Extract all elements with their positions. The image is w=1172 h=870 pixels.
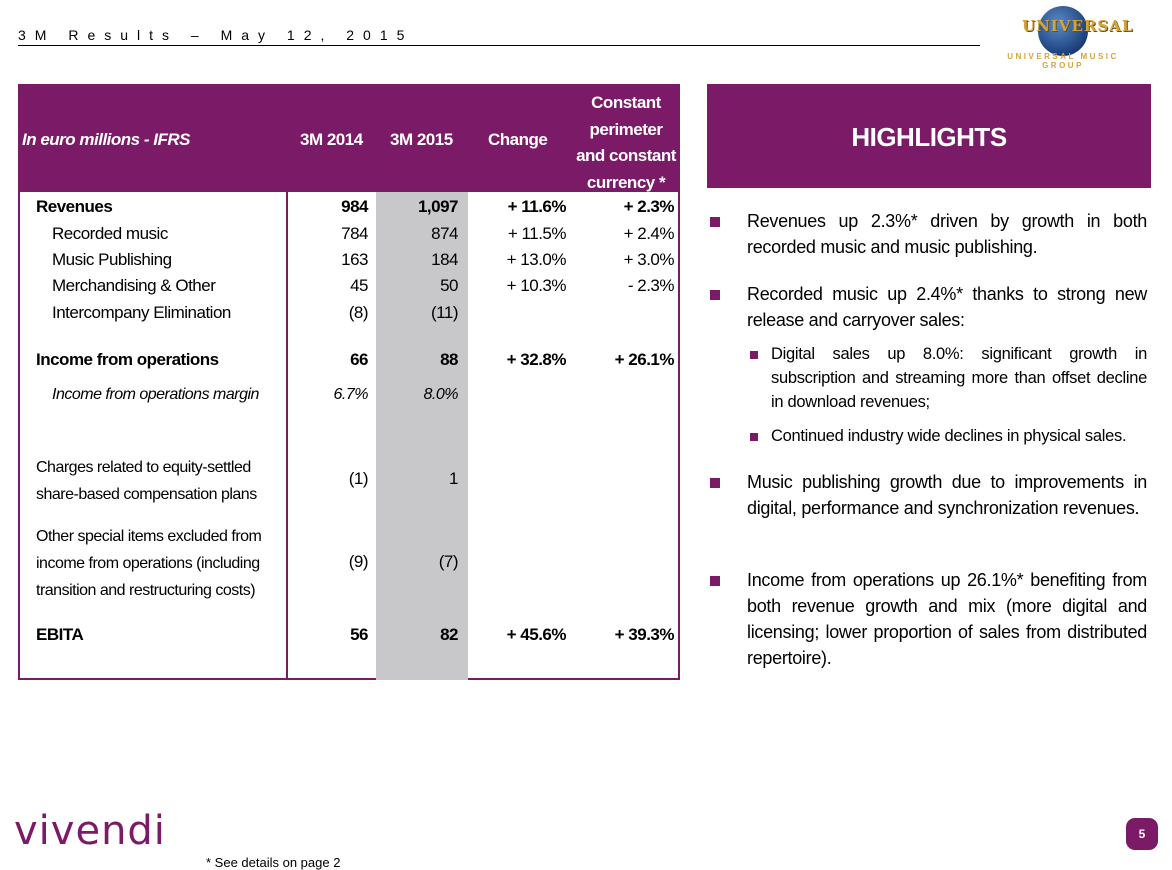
table-row (20, 197, 678, 223)
header-rule (18, 45, 980, 46)
bullet-text: Revenues up 2.3%* driven by growth in both recorded music and music publishing. (747, 211, 1147, 257)
header-title: 3M Results – May 12, 2015 (18, 27, 414, 43)
bullet-text: Digital sales up 8.0%: significant growth in subscription and streaming more than offset decline in download revenues; (771, 345, 1147, 411)
highlights-title: HIGHLIGHTS (851, 122, 1007, 152)
footnote: * See details on page 2 (206, 855, 341, 870)
header-label: In euro millions - IFRS (22, 130, 190, 149)
cell-3m2015: 874 (431, 224, 458, 243)
row-label: Recorded music (52, 224, 168, 243)
bullet-square-icon (710, 478, 720, 488)
cell-3m2014: (1) (348, 469, 368, 488)
row-label-line: income from operations (including (36, 555, 260, 572)
row-label: Merchandising & Other (52, 276, 216, 295)
cell-3m2015: (11) (431, 303, 458, 322)
table-row (20, 469, 678, 495)
row-label: Music Publishing (52, 250, 172, 269)
cell-3m2015: 8.0% (423, 386, 458, 403)
table-row (20, 250, 678, 276)
row-label: Income from operations margin (52, 386, 259, 403)
cell-3m2015: 50 (440, 276, 458, 295)
bullet-text: Continued industry wide declines in physical sales. (771, 427, 1127, 445)
cell-3m2014: 66 (350, 350, 368, 369)
cell-change: + 11.5% (507, 224, 566, 243)
table-row (20, 350, 678, 376)
cell-constant: + 26.1% (614, 350, 674, 369)
bullet-text: Recorded music up 2.4%* thanks to strong new release and carryover sales: (747, 284, 1147, 330)
header-constant-l3: and constant (576, 146, 676, 165)
header-constant-l2: perimeter (589, 119, 663, 139)
cell-3m2015: 88 (440, 350, 458, 369)
table-row (20, 303, 678, 329)
logo-wordmark: UNIVERSAL (1022, 17, 1134, 35)
row-label: Income from operations (36, 350, 219, 369)
row-label: Revenues (36, 197, 113, 216)
cell-change: + 32.8% (506, 350, 566, 369)
table-row (20, 224, 678, 250)
header-constant-l4: currency * (586, 172, 666, 192)
cell-3m2014: (8) (348, 303, 368, 322)
row-label: Intercompany Elimination (52, 303, 231, 322)
table-row (20, 552, 678, 578)
cell-3m2014: 45 (350, 276, 368, 295)
highlights-header (707, 84, 1151, 188)
row-label: EBITA (36, 625, 84, 644)
cell-change: + 13.0% (506, 250, 566, 269)
cell-3m2015: 82 (440, 625, 458, 644)
bullet-square-icon (710, 290, 720, 300)
row-label-line: Charges related to equity-settled (36, 459, 251, 476)
results-table (18, 84, 680, 680)
bullet-square-icon (710, 576, 720, 586)
header-constant (576, 90, 676, 196)
row-label-line: Other special items excluded from (36, 528, 262, 545)
bullet-square-icon (710, 217, 720, 227)
highlight-bullet (707, 281, 1147, 333)
highlight-bullet (707, 469, 1147, 521)
cell-3m2014: 784 (341, 224, 368, 243)
logo-subtitle: UNIVERSAL MUSIC GROUP (1007, 52, 1119, 70)
bullet-square-icon (750, 351, 758, 359)
cell-constant: + 3.0% (623, 250, 674, 269)
cell-change: + 45.6% (506, 625, 566, 644)
bullet-text: Music publishing growth due to improvements in digital, performance and synchronization revenues. (747, 472, 1147, 518)
table-row (20, 625, 678, 651)
vivendi-logo: vivendi (14, 808, 166, 854)
cell-3m2015: 184 (431, 250, 458, 269)
cell-3m2014: 56 (350, 625, 368, 644)
highlight-bullet (707, 567, 1147, 671)
cell-constant: + 39.3% (614, 625, 674, 644)
cell-3m2014: 6.7% (333, 386, 368, 403)
universal-logo (998, 6, 1134, 70)
cell-3m2015: 1 (449, 469, 458, 488)
cell-constant: + 2.4% (623, 224, 674, 243)
highlight-subbullet (747, 342, 1147, 414)
cell-3m2014: 984 (341, 197, 368, 216)
highlight-subbullet (747, 424, 1147, 448)
cell-3m2015: (7) (438, 552, 458, 571)
cell-change: + 11.6% (507, 197, 566, 216)
header-3m2014: 3M 2014 (300, 130, 363, 149)
cell-constant: - 2.3% (627, 276, 674, 295)
table-row (20, 276, 678, 302)
cell-constant: + 2.3% (623, 197, 674, 216)
row-label-line: share-based compensation plans (36, 486, 257, 503)
table-header (20, 86, 678, 192)
header-change: Change (488, 130, 548, 149)
bullet-text: Income from operations up 26.1%* benefiting from both revenue growth and mix (more digital and licensing; lower proportion of sales from distributed repertoire). (747, 570, 1147, 668)
header-constant-l1: Constant (591, 93, 661, 112)
cell-3m2015: 1,097 (417, 197, 458, 216)
row-label-line: transition and restructuring costs) (36, 582, 256, 599)
page-number: 5 (1126, 818, 1158, 850)
cell-3m2014: 163 (341, 250, 368, 269)
cell-change: + 10.3% (506, 276, 566, 295)
header-3m2015: 3M 2015 (390, 130, 453, 149)
table-row (20, 386, 678, 412)
highlight-bullet (707, 208, 1147, 260)
cell-3m2014: (9) (348, 552, 368, 571)
bullet-square-icon (750, 433, 758, 441)
